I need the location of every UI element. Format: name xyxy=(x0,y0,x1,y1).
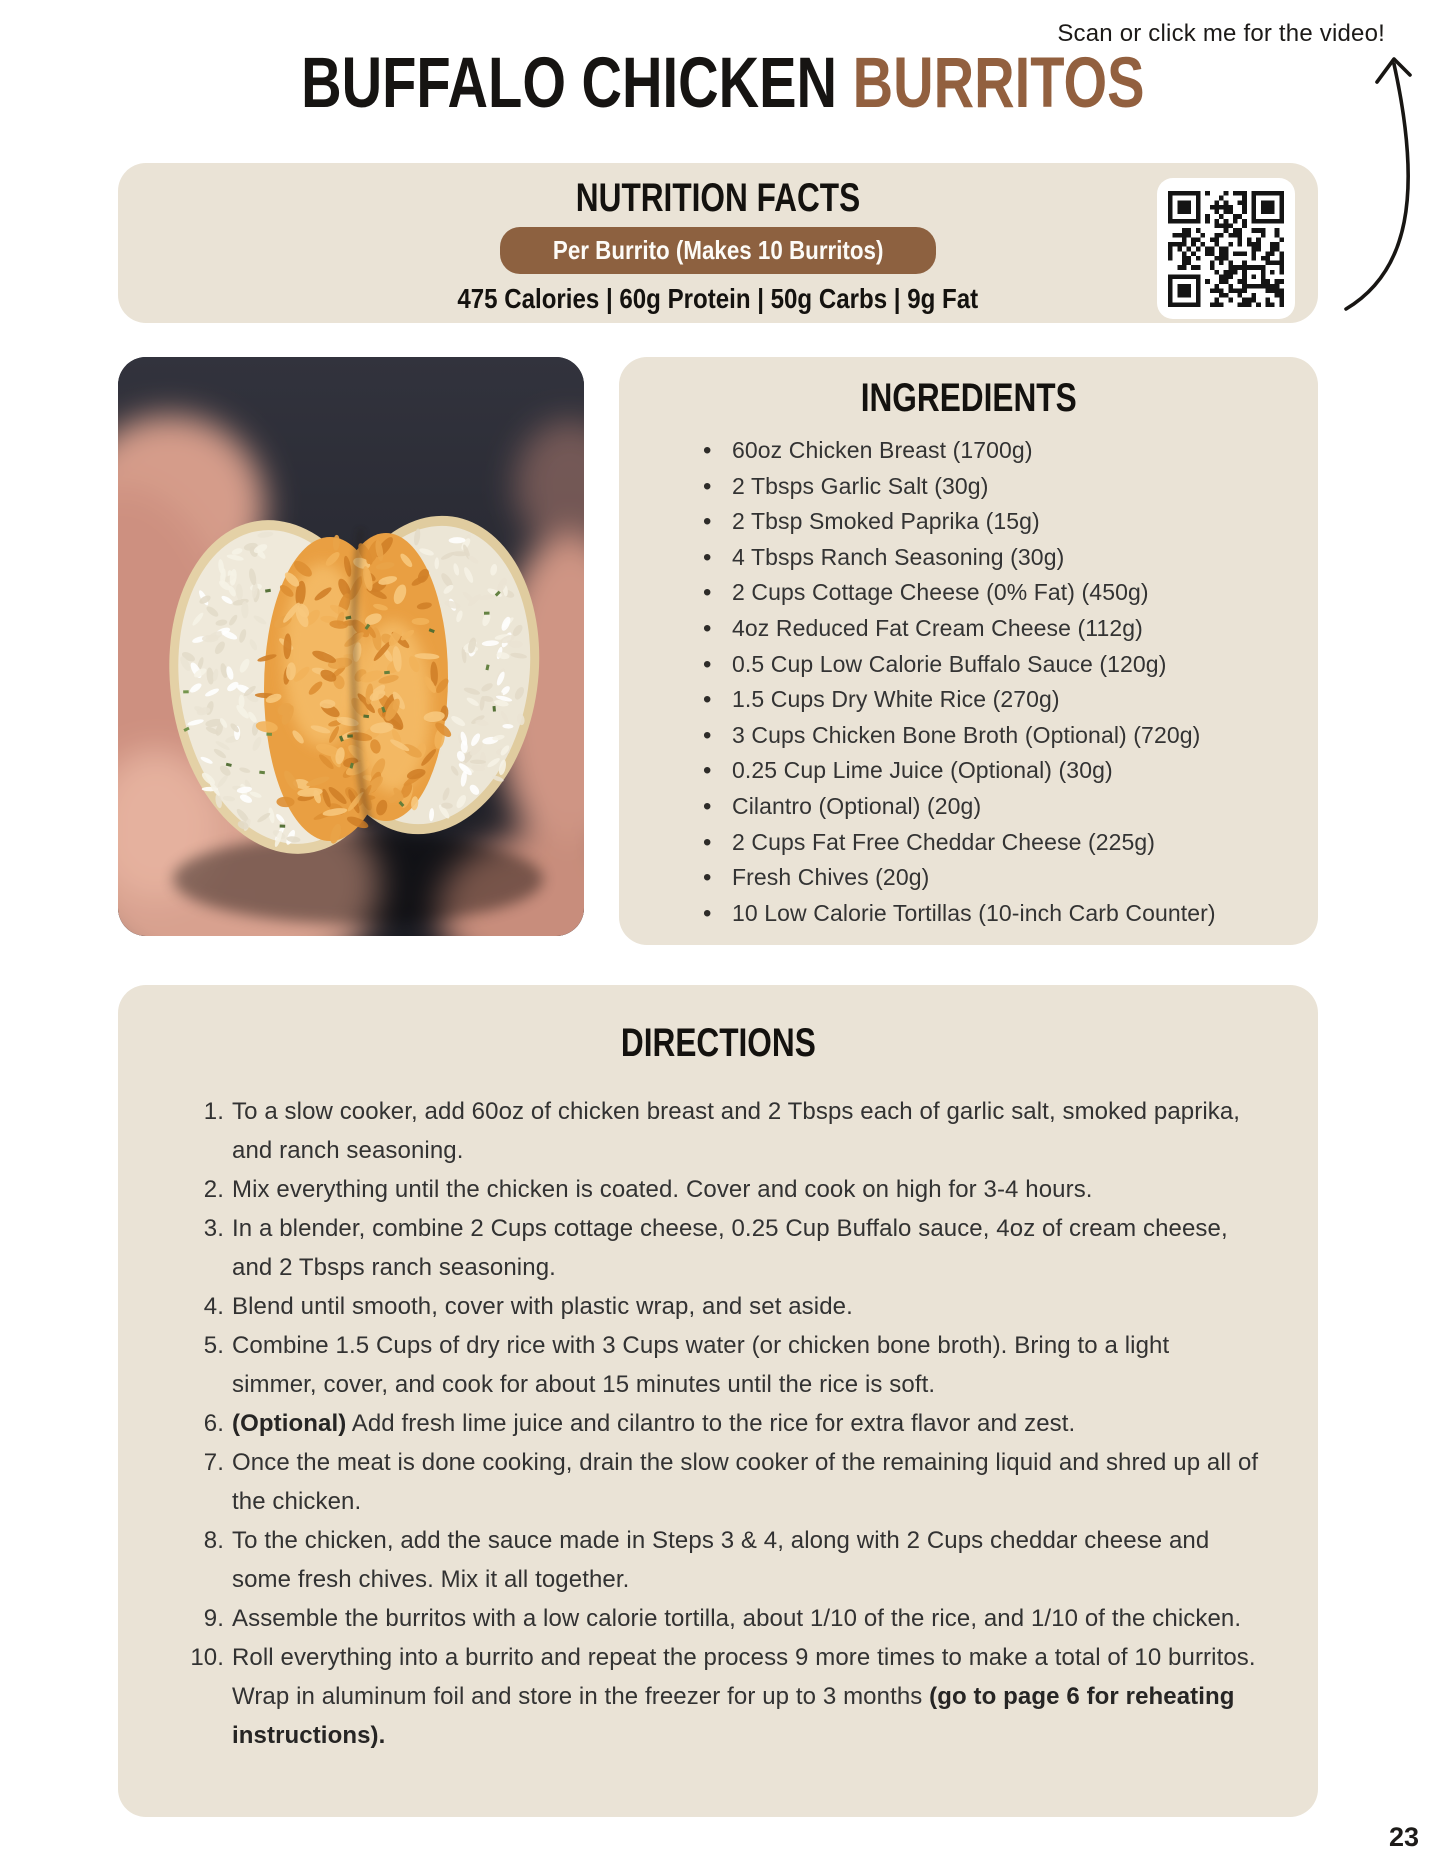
page-title xyxy=(0,44,1445,123)
title-brown: BURRITOS xyxy=(852,44,1145,123)
ingredient-item: • 4 Tbsps Ranch Seasoning (30g) xyxy=(701,540,1298,576)
direction-step: Assemble the burritos with a low calorie tortilla, about 1/10 of the rice, and 1/10 of the chicken. xyxy=(232,1605,1242,1632)
ingredient-item: • 2 Cups Cottage Cheese (0% Fat) (450g) xyxy=(701,575,1298,611)
serving-badge: Per Burrito (Makes 10 Burritos) xyxy=(500,227,936,274)
ingredients-list xyxy=(619,433,1318,931)
page-number: 23 xyxy=(1388,1822,1419,1852)
ingredients-heading: INGREDIENTS xyxy=(860,376,1077,420)
curved-arrow-icon xyxy=(1320,46,1432,314)
directions-panel xyxy=(118,985,1318,1817)
ingredients-panel xyxy=(619,357,1318,945)
ingredient-item: • Cilantro (Optional) (20g) xyxy=(701,789,1298,825)
direction-step: Roll everything into a burrito and repeat the process 9 more times to make a total of 10 burritos. Wrap in aluminum foil and store in the freezer for up to 3 months (go to page 6 for reheating instructions). xyxy=(232,1644,1256,1749)
direction-step: (Optional) Add fresh lime juice and cilantro to the rice for extra flavor and zest. xyxy=(232,1410,1076,1437)
ingredient-item: • Fresh Chives (20g) xyxy=(701,860,1298,896)
direction-step: Blend until smooth, cover with plastic wrap, and set aside. xyxy=(232,1293,853,1320)
macros-line: 475 Calories | 60g Protein | 50g Carbs | 9g Fat xyxy=(457,283,979,314)
ingredient-item: • 0.25 Cup Lime Juice (Optional) (30g) xyxy=(701,753,1298,789)
nutrition-heading: NUTRITION FACTS xyxy=(575,176,861,220)
direction-step: Mix everything until the chicken is coated. Cover and cook on high for 3-4 hours. xyxy=(232,1176,1093,1203)
directions-heading: DIRECTIONS xyxy=(620,1021,816,1065)
title-black: BUFFALO CHICKEN xyxy=(300,44,837,123)
scan-note: Scan or click me for the video! xyxy=(1057,20,1385,47)
direction-step: In a blender, combine 2 Cups cottage cheese, 0.25 Cup Buffalo sauce, 4oz of cream cheese, and 2 Tbsps ranch seasoning. xyxy=(232,1215,1228,1281)
ingredient-item: • 60oz Chicken Breast (1700g) xyxy=(701,433,1298,469)
burrito-photo xyxy=(118,357,584,936)
ingredient-item: • 1.5 Cups Dry White Rice (270g) xyxy=(701,682,1298,718)
ingredient-item: • 4oz Reduced Fat Cream Cheese (112g) xyxy=(701,611,1298,647)
ingredient-item: • 2 Tbsp Smoked Paprika (15g) xyxy=(701,504,1298,540)
ingredient-item: • 3 Cups Chicken Bone Broth (Optional) (720g) xyxy=(701,718,1298,754)
direction-step: To a slow cooker, add 60oz of chicken breast and 2 Tbsps each of garlic salt, smoked paprika, and ranch seasoning. xyxy=(232,1098,1241,1164)
direction-step: Combine 1.5 Cups of dry rice with 3 Cups water (or chicken bone broth). Bring to a light simmer, cover, and cook for about 15 minutes until the rice is soft. xyxy=(232,1332,1170,1398)
ingredient-item: • 10 Low Calorie Tortillas (10-inch Carb Counter) xyxy=(701,896,1298,932)
direction-step: Once the meat is done cooking, drain the slow cooker of the remaining liquid and shred up all of the chicken. xyxy=(232,1449,1259,1515)
nutrition-panel xyxy=(118,163,1318,323)
direction-step: To the chicken, add the sauce made in Steps 3 & 4, along with 2 Cups cheddar cheese and some fresh chives. Mix it all together. xyxy=(232,1527,1210,1593)
ingredient-item: • 0.5 Cup Low Calorie Buffalo Sauce (120g) xyxy=(701,647,1298,683)
ingredient-item: • 2 Cups Fat Free Cheddar Cheese (225g) xyxy=(701,825,1298,861)
directions-list xyxy=(182,1092,1260,1755)
ingredient-item: • 2 Tbsps Garlic Salt (30g) xyxy=(701,469,1298,505)
qr-code[interactable] xyxy=(1157,178,1295,319)
qr-code-pattern xyxy=(1168,191,1284,307)
